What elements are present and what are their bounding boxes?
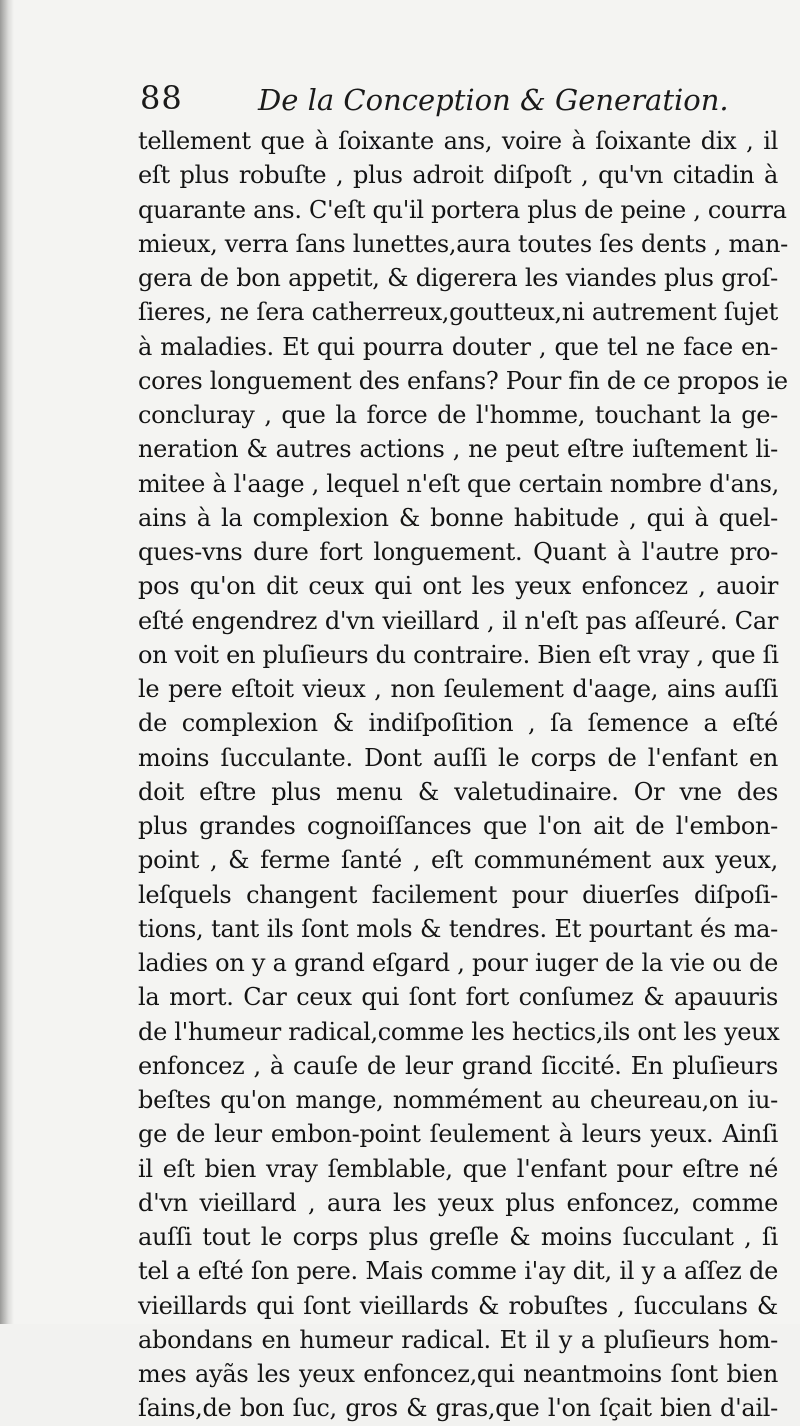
- page-header: [140, 78, 729, 118]
- text-line: auſſi tout le corps plus greſle & moins ſucculant , ſi: [138, 1223, 778, 1251]
- text-line: le pere eſtoit vieux , non ſeulement d'aage, ains auſſi: [138, 675, 778, 703]
- text-line: mitee à l'aage , lequel n'eſt que certain nombre d'ans,: [138, 469, 780, 498]
- page-gutter-shadow: [0, 0, 14, 1324]
- text-line: pos qu'on dit ceux qui ont les yeux enfoncez , auoir: [138, 572, 778, 601]
- text-line: ſains,de bon ſuc, gros & gras,que l'on ſçait bien d'ail-: [138, 1394, 778, 1423]
- text-line: eſté engendrez d'vn vieillard , il n'eſt pas aſſeuré. Car: [138, 606, 778, 635]
- text-line: plus grandes cognoiſſances que l'on ait de l'embon-: [138, 812, 778, 840]
- text-line: d'vn vieillard , aura les yeux plus enfoncez, comme: [138, 1188, 778, 1217]
- text-line: ge de leur embon-point ſeulement à leurs yeux. Ainſi: [138, 1120, 778, 1149]
- page-number: 88: [140, 79, 183, 117]
- text-line: ſieres, ne ſera catherreux,goutteux,ni autrement ſujet: [138, 298, 778, 327]
- text-line: concluray , que la force de l'homme, touchant la ge-: [138, 401, 778, 429]
- text-line: leſquels changent facilement pour diuerſes diſpoſi-: [138, 880, 778, 909]
- text-line: on voit en pluſieurs du contraire. Bien eſt vray , que ſi: [138, 640, 779, 669]
- text-line: ains à la complexion & bonne habitude , qui à quel-: [138, 503, 778, 532]
- text-line: de l'humeur radical,comme les hectics,ils ont les yeux: [138, 1017, 780, 1046]
- text-line: enfoncez , à cauſe de leur grand ſiccité. En pluſieurs: [138, 1051, 778, 1080]
- text-line: beſtes qu'on mange, nommément au cheureau,on iu-: [138, 1086, 778, 1114]
- text-line: tel a eſté ſon pere. Mais comme i'ay dit, il y a aſſez de: [138, 1257, 778, 1286]
- text-line: cores longuement des enfans? Pour fin de ce propos ie: [138, 366, 788, 395]
- text-line: à maladies. Et qui pourra douter , que tel ne face en-: [138, 332, 778, 361]
- text-line: abondans en humeur radical. Et il y a pluſieurs hom-: [138, 1325, 778, 1354]
- text-line: eſt plus robuſte , plus adroit diſpoſt , qu'vn citadin à: [138, 161, 778, 190]
- text-line: tions, tant ils ſont mols & tendres. Et pourtant és ma-: [138, 914, 778, 943]
- text-line: gera de bon appetit, & digerera les viandes plus groſ-: [138, 264, 778, 292]
- text-line: point , & ferme ſanté , eſt communément aux yeux,: [138, 846, 778, 875]
- text-line: de complexion & indiſpoſition , ſa ſemence a eſté: [138, 709, 778, 738]
- body-text: [138, 124, 788, 1426]
- text-line: mieux, verra ſans lunettes,aura toutes ſes dents , man-: [138, 229, 788, 258]
- text-line: il eſt bien vray ſemblable, que l'enfant pour eſtre né: [138, 1154, 778, 1183]
- text-line: quarante ans. C'eſt qu'il portera plus de peine , courra: [138, 195, 787, 224]
- text-line: ladies on y a grand eſgard , pour iuger de la vie ou de: [138, 949, 778, 977]
- text-line: doit eſtre plus menu & valetudinaire. Or vne des: [138, 777, 778, 806]
- text-line: la mort. Car ceux qui ſont fort conſumez & apauuris: [138, 983, 778, 1012]
- text-line: vieillards qui ſont vieillards & robuſtes , ſucculans &: [138, 1291, 778, 1320]
- text-line: moins ſucculante. Dont auſſi le corps de l'enfant en: [138, 743, 778, 772]
- running-title: De la Conception & Generation.: [258, 83, 729, 117]
- text-line: tellement que à ſoixante ans, voire à ſoixante dix , il: [138, 127, 778, 155]
- text-line: mes ayãs les yeux enfoncez,qui neantmoins ſont bien: [138, 1360, 778, 1388]
- text-line: ques-vns dure fort longuement. Quant à l'autre pro-: [138, 538, 778, 566]
- text-line: neration & autres actions , ne peut eſtre iuſtement li-: [138, 435, 778, 464]
